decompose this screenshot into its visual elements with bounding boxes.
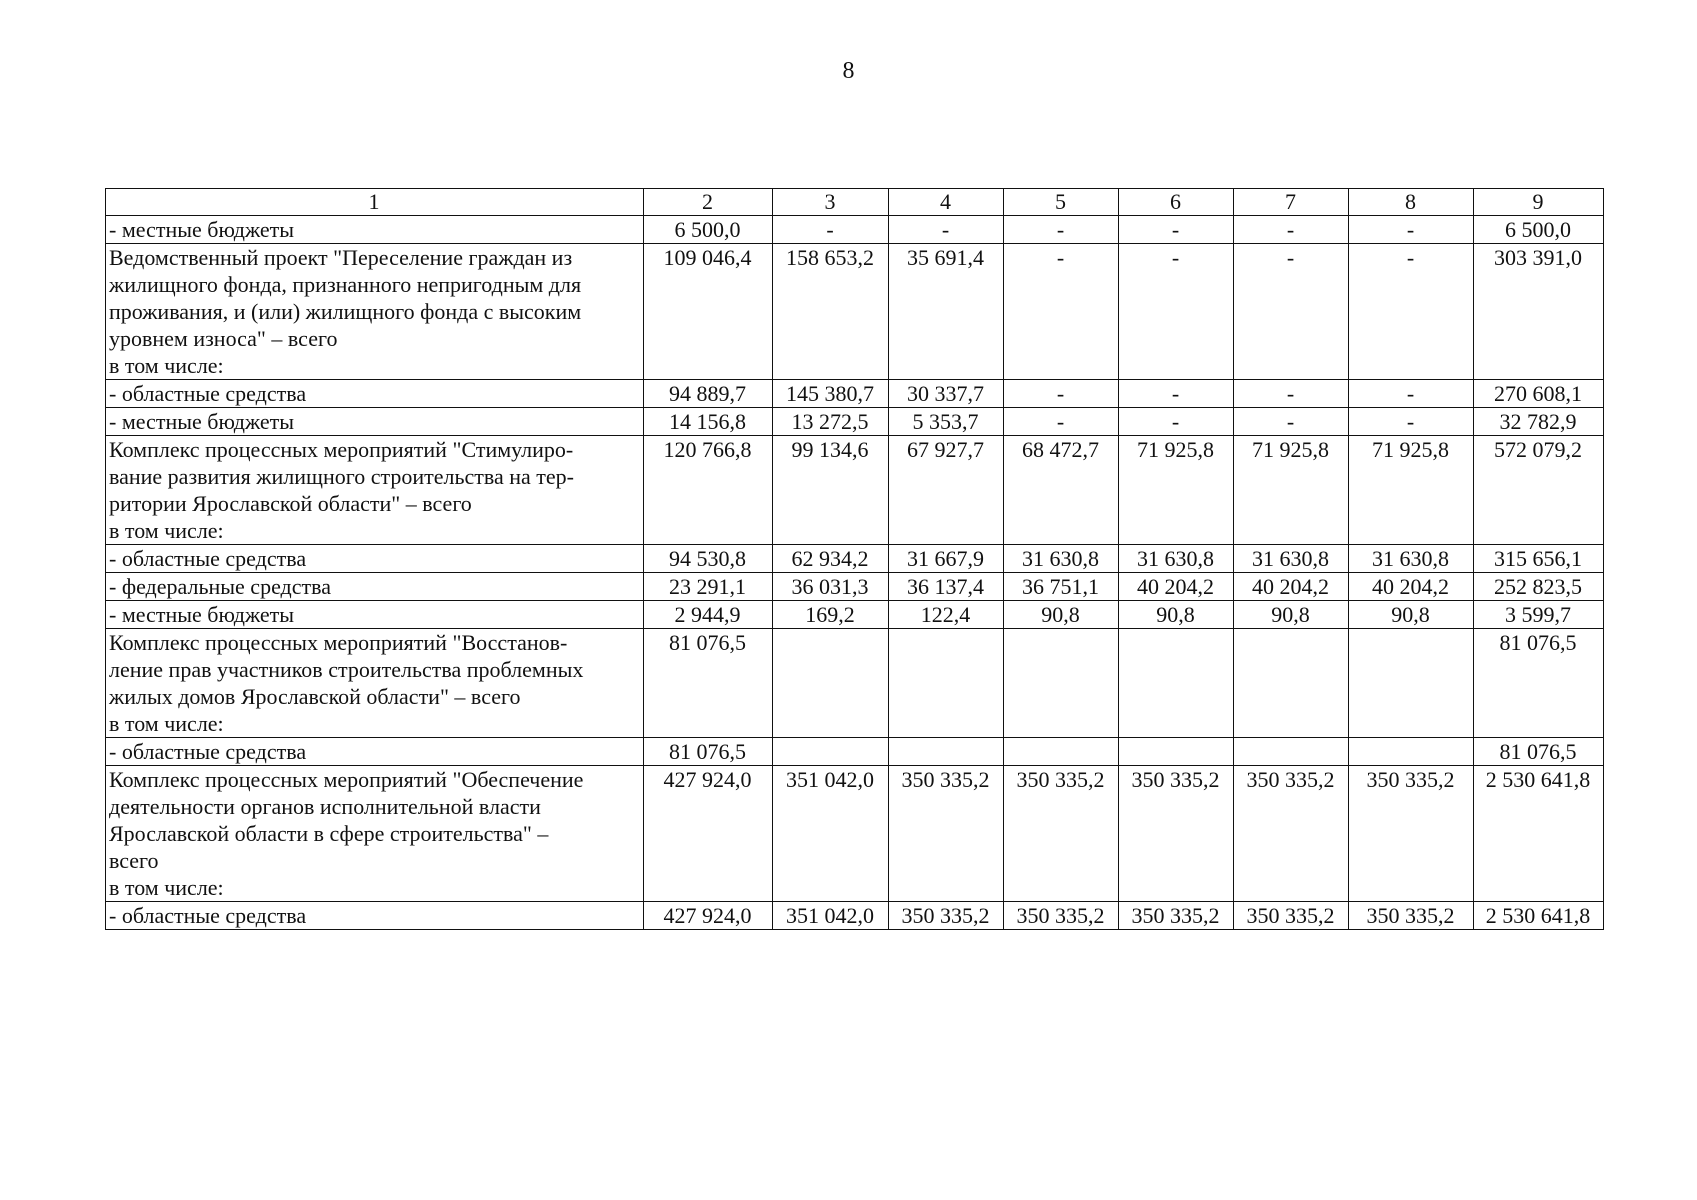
row-name-line: жилых домов Ярославской области" – всего [109,684,521,709]
value-cell: 81 076,5 [644,738,773,766]
row-name-line: проживания, и (или) жилищного фонда с высоким [109,299,582,324]
row-name-line: вание развития жилищного строительства на тер- [109,464,575,489]
table-row [106,244,1604,380]
value-cell: 90,8 [1004,601,1119,629]
value-cell: 350 335,2 [889,766,1004,902]
value-cell: 252 823,5 [1474,573,1604,601]
column-number-row [106,189,1604,216]
row-name-line: - местные бюджеты [109,602,295,627]
value-cell: 31 630,8 [1004,545,1119,573]
value-cell: - [889,216,1004,244]
table-row [106,629,1604,738]
row-name-line: - областные средства [109,546,307,571]
value-cell: - [1119,408,1234,436]
value-cell: 40 204,2 [1234,573,1349,601]
value-cell: - [1349,244,1474,380]
table-row [106,436,1604,545]
value-cell [1119,629,1234,738]
value-cell: 350 335,2 [1234,766,1349,902]
row-name-cell [106,216,644,244]
column-number: 6 [1119,189,1234,216]
value-cell: 90,8 [1234,601,1349,629]
column-number: 3 [773,189,889,216]
value-cell: - [1004,216,1119,244]
table-body [106,189,1604,930]
value-cell: 145 380,7 [773,380,889,408]
value-cell [773,629,889,738]
value-cell: 427 924,0 [644,902,773,930]
value-cell: 30 337,7 [889,380,1004,408]
row-name-line: Комплекс процессных мероприятий "Восстанов- [109,630,568,655]
column-number: 8 [1349,189,1474,216]
value-cell: 13 272,5 [773,408,889,436]
table-row [106,902,1604,930]
table-row [106,408,1604,436]
row-name-line: уровнем износа" – всего [109,326,338,351]
value-cell [889,738,1004,766]
value-cell: 350 335,2 [1349,766,1474,902]
value-cell: 90,8 [1349,601,1474,629]
value-cell: 350 335,2 [1004,902,1119,930]
column-number: 4 [889,189,1004,216]
row-name-line: Комплекс процессных мероприятий "Стимулиро- [109,437,574,462]
value-cell: 169,2 [773,601,889,629]
value-cell: - [1004,380,1119,408]
value-cell: 6 500,0 [1474,216,1604,244]
row-name-line: всего [109,848,159,873]
value-cell: 94 530,8 [644,545,773,573]
value-cell [1234,738,1349,766]
value-cell [1234,629,1349,738]
row-name-line: в том числе: [109,518,224,543]
table-row [106,738,1604,766]
column-number: 7 [1234,189,1349,216]
value-cell: 71 925,8 [1234,436,1349,545]
page-number: 8 [842,58,855,84]
value-cell: 158 653,2 [773,244,889,380]
table-row [106,216,1604,244]
row-name-cell [106,902,644,930]
value-cell: - [1004,408,1119,436]
value-cell: - [1349,380,1474,408]
table-row [106,573,1604,601]
value-cell [889,629,1004,738]
value-cell: 36 031,3 [773,573,889,601]
value-cell: 36 137,4 [889,573,1004,601]
value-cell: 35 691,4 [889,244,1004,380]
value-cell: 109 046,4 [644,244,773,380]
row-name-line: в том числе: [109,353,224,378]
value-cell: 350 335,2 [889,902,1004,930]
table-row [106,380,1604,408]
value-cell: 23 291,1 [644,573,773,601]
value-cell: 71 925,8 [1119,436,1234,545]
row-name-cell [106,629,644,738]
value-cell: - [1349,216,1474,244]
value-cell: - [1234,216,1349,244]
value-cell: 5 353,7 [889,408,1004,436]
value-cell: 350 335,2 [1119,902,1234,930]
table-row [106,766,1604,902]
value-cell: 351 042,0 [773,766,889,902]
value-cell: 350 335,2 [1119,766,1234,902]
value-cell: - [1004,244,1119,380]
value-cell: 270 608,1 [1474,380,1604,408]
value-cell: 67 927,7 [889,436,1004,545]
value-cell: 31 630,8 [1234,545,1349,573]
value-cell: 36 751,1 [1004,573,1119,601]
value-cell: 315 656,1 [1474,545,1604,573]
row-name-line: - местные бюджеты [109,217,295,242]
value-cell: 81 076,5 [644,629,773,738]
row-name-cell [106,738,644,766]
value-cell: 3 599,7 [1474,601,1604,629]
value-cell: - [773,216,889,244]
value-cell: 81 076,5 [1474,738,1604,766]
row-name-line: ление прав участников строительства проблемных [109,657,584,682]
row-name-cell [106,601,644,629]
value-cell: - [1119,380,1234,408]
row-name-line: Комплекс процессных мероприятий "Обеспечение [109,767,584,792]
column-number: 5 [1004,189,1119,216]
row-name-line: - областные средства [109,381,307,406]
row-name-cell [106,408,644,436]
row-name-cell [106,436,644,545]
value-cell: 94 889,7 [644,380,773,408]
value-cell: 99 134,6 [773,436,889,545]
value-cell [773,738,889,766]
row-name-cell [106,244,644,380]
value-cell: 350 335,2 [1349,902,1474,930]
value-cell: 90,8 [1119,601,1234,629]
value-cell: 32 782,9 [1474,408,1604,436]
row-name-line: в том числе: [109,875,224,900]
value-cell: 40 204,2 [1119,573,1234,601]
value-cell: 303 391,0 [1474,244,1604,380]
value-cell: 68 472,7 [1004,436,1119,545]
value-cell: 120 766,8 [644,436,773,545]
row-name-line: в том числе: [109,711,224,736]
row-name-line: Ведомственный проект "Переселение граждан из [109,245,573,270]
value-cell: - [1234,380,1349,408]
row-name-cell [106,766,644,902]
table-row [106,601,1604,629]
value-cell: 572 079,2 [1474,436,1604,545]
value-cell: 31 667,9 [889,545,1004,573]
value-cell [1004,629,1119,738]
value-cell: 71 925,8 [1349,436,1474,545]
value-cell: 40 204,2 [1349,573,1474,601]
value-cell: 81 076,5 [1474,629,1604,738]
value-cell: - [1349,408,1474,436]
row-name-line: ритории Ярославской области" – всего [109,491,472,516]
value-cell: 2 530 641,8 [1474,902,1604,930]
value-cell: 31 630,8 [1349,545,1474,573]
row-name-line: Ярославской области в сфере строительства" – [109,821,549,846]
row-name-line: жилищного фонда, признанного непригодным для [109,272,582,297]
funding-table [105,188,1604,930]
value-cell: 351 042,0 [773,902,889,930]
row-name-cell [106,380,644,408]
row-name-cell [106,573,644,601]
column-number: 2 [644,189,773,216]
value-cell: - [1119,216,1234,244]
value-cell: 350 335,2 [1234,902,1349,930]
value-cell: 14 156,8 [644,408,773,436]
column-number: 1 [106,189,644,216]
value-cell [1119,738,1234,766]
value-cell: - [1119,244,1234,380]
row-name-line: - местные бюджеты [109,409,295,434]
value-cell [1004,738,1119,766]
row-name-line: - областные средства [109,739,307,764]
value-cell: 6 500,0 [644,216,773,244]
value-cell: 62 934,2 [773,545,889,573]
value-cell: 2 944,9 [644,601,773,629]
row-name-line: - федеральные средства [109,574,331,599]
value-cell: 122,4 [889,601,1004,629]
value-cell: 2 530 641,8 [1474,766,1604,902]
value-cell [1349,738,1474,766]
row-name-line: деятельности органов исполнительной власти [109,794,541,819]
value-cell: 350 335,2 [1004,766,1119,902]
row-name-cell [106,545,644,573]
value-cell: - [1234,408,1349,436]
value-cell [1349,629,1474,738]
row-name-line: - областные средства [109,903,307,928]
column-number: 9 [1474,189,1604,216]
value-cell: - [1234,244,1349,380]
value-cell: 427 924,0 [644,766,773,902]
value-cell: 31 630,8 [1119,545,1234,573]
table-row [106,545,1604,573]
